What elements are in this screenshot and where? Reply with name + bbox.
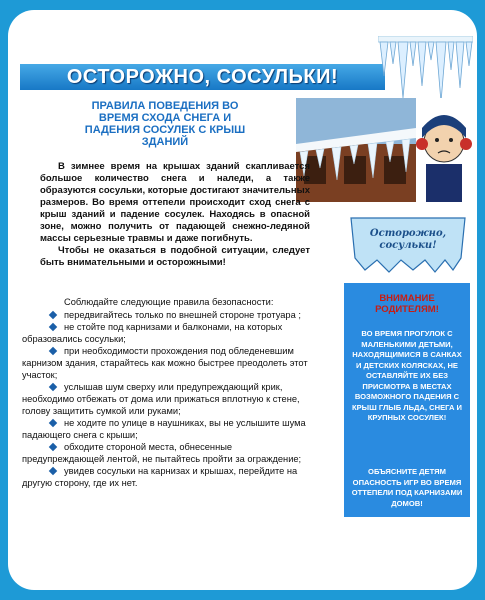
icicles-icon: [378, 36, 473, 106]
rules-heading-line-3: ПАДЕНИЯ СОСУЛЕК С КРЫШ: [84, 124, 246, 136]
diamond-bullet-icon: [49, 467, 57, 475]
title-banner: [20, 64, 385, 90]
attention-text-2: ОБЪЯСНИТЕ ДЕТЯМ ОПАСНОСТЬ ИГР ВО ВРЕМЯ ОТТЕПЕЛИ ПОД КАРНИЗАМИ ДОМОВ!: [351, 467, 463, 508]
list-item: услышав шум сверху или предупреждающий крик, необходимо отбежать от дома или прижаться вплотную к стене, голову защитить сумкой или руками;: [22, 382, 300, 416]
diamond-bullet-icon: [49, 311, 57, 319]
diamond-bullet-icon: [49, 323, 57, 331]
attention-title: ВНИМАНИЕ РОДИТЕЛЯМ!: [375, 293, 439, 315]
rules-heading-line-1: ПРАВИЛА ПОВЕДЕНИЯ ВО: [91, 100, 239, 112]
page-title: ОСТОРОЖНО, СОСУЛЬКИ!: [66, 66, 339, 88]
rules-heading-line-4: ЗДАНИЙ: [141, 136, 189, 148]
sign-text: [345, 228, 471, 252]
caution-icicles-sign: [345, 214, 471, 274]
diamond-bullet-icon: [49, 419, 57, 427]
rules-heading: [45, 100, 285, 148]
intro-paragraph-2: Чтобы не оказаться в подобной ситуации, следует быть внимательными и осторожными!: [40, 245, 310, 268]
rules-heading-line-2: ВРЕМЯ СХОДА СНЕГА И: [98, 112, 232, 124]
safety-rules: [22, 296, 310, 489]
intro-text: [40, 161, 310, 269]
intro-paragraph-1: В зимнее время на крышах зданий скапливается большое количество снега и наледи, а также образуются сосульки, которые достигают значительных размеров. Во время оттепели происходит сход снега с крыш зданий и падение сосулек. Находясь в опасной зоне, можно получить от падающей снежно-ледяной массы серьезные травмы и даже погибнуть.: [40, 161, 310, 244]
icicle-roof-photo: [296, 98, 472, 202]
rules-lead: Соблюдайте следующие правила безопасности:: [64, 297, 274, 307]
diamond-bullet-icon: [49, 347, 57, 355]
diamond-bullet-icon: [49, 383, 57, 391]
attention-text-1: ВО ВРЕМЯ ПРОГУЛОК С МАЛЕНЬКИМИ ДЕТЬМИ, НАХОДЯЩИМИСЯ В САНКАХ И ДЕТСКИХ КОЛЯСКАХ, НЕ ОСТАВЛЯЙТЕ ИХ БЕЗ ПРИСМОТРА В МЕСТАХ ВОЗМОЖНОГО ПАДЕНИЯ С КРЫШ ГЛЫБ ЛЬДА, СНЕГА И КРУПНЫХ СОСУЛЕК!: [351, 329, 463, 422]
list-item: не ходите по улице в наушниках, вы не услышите шума падающего снега с крыши;: [22, 418, 306, 440]
list-item: не стойте под карнизами и балконами, на которых образовались сосульки;: [22, 322, 283, 344]
diamond-bullet-icon: [49, 443, 57, 451]
list-item: при необходимости прохождения под обледеневшим карнизом здания, старайтесь как можно быстрее преодолеть этот участок;: [22, 346, 308, 380]
list-item: увидев сосульки на карнизах и крышах, перейдите на другую сторону, где их нет.: [22, 466, 298, 488]
sign-line-1: Осторожно,: [369, 228, 447, 239]
parents-attention-box: [344, 283, 470, 517]
list-item: передвигайтесь только по внешней стороне тротуара ;: [22, 309, 310, 321]
sign-line-2: сосульки!: [379, 240, 437, 251]
list-item: обходите стороной места, обнесенные предупреждающей лентой, не пытайтесь пройти за ограждение;: [22, 442, 302, 464]
